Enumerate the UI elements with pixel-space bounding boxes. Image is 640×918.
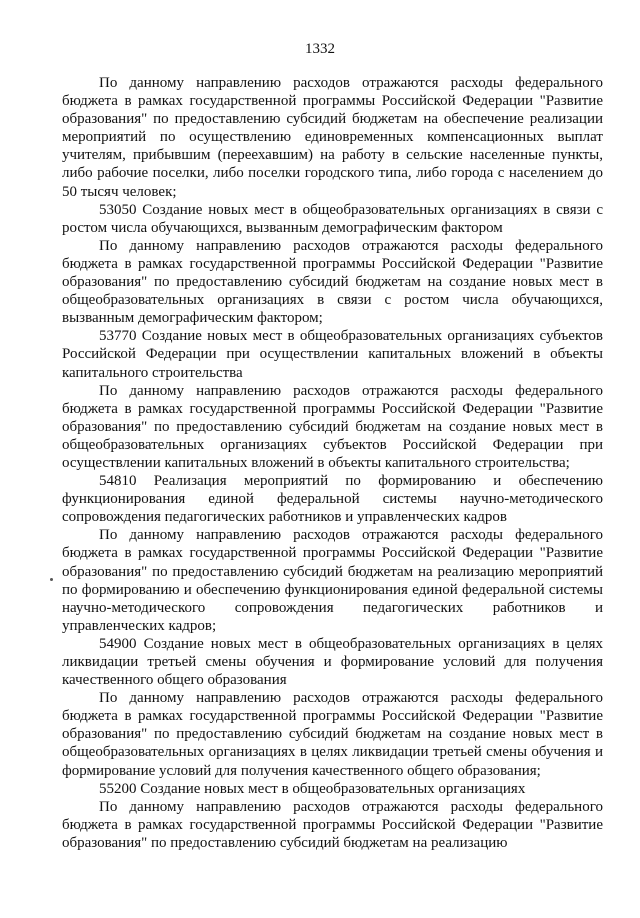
paragraph-expense-description: По данному направлению расходов отражаются расходы федерального бюджета в рамках государственной программы Российской Федерации "Развитие образования" по предоставлению субсидий бюджетам на создание новых мест в общеобразовательных организациях в связи с ростом числа обучающихся, вызванным демографическим фактором; xyxy=(62,237,603,327)
paragraph-code-54810: 54810 Реализация мероприятий по формированию и обеспечению функционирования единой федеральной системы научно-методического сопровождения педагогических работников и управленческих кадров xyxy=(62,473,603,526)
document-body xyxy=(62,74,603,852)
paragraph-expense-description: По данному направлению расходов отражаются расходы федерального бюджета в рамках государственной программы Российской Федерации "Развитие образования" по предоставлению субсидий бюджетам на обеспечение реализации мероприятий по осуществлению единовременных компенсационных выплат учителям, прибывшим (переехавшим) на работу в сельские населенные пункты, либо рабочие поселки, либо поселки городского типа, либо города с населением до 50 тысяч человек; xyxy=(62,75,603,200)
paragraph-code-53770: 53770 Создание новых мест в общеобразовательных организациях субъектов Российской Федерации при осуществлении капитальных вложений в объекты капитального строительства xyxy=(62,328,603,381)
page-number: 1332 xyxy=(305,41,335,57)
paragraph-code-53050: 53050 Создание новых мест в общеобразовательных организациях в связи с ростом числа обучающихся, вызванным демографическим фактором xyxy=(62,201,603,236)
paragraph-code-54900: 54900 Создание новых мест в общеобразовательных организациях в целях ликвидации третьей смены обучения и формирование условий для получения качественного общего образования xyxy=(62,635,603,689)
scan-speck xyxy=(50,578,53,581)
paragraph-expense-description: По данному направлению расходов отражаются расходы федерального бюджета в рамках государственной программы Российской Федерации "Развитие образования" по предоставлению субсидий бюджетам на создание новых мест в общеобразовательных организациях в целях ликвидации третьей смены обучения и формирование условий для получения качественного общего образования; xyxy=(62,690,603,779)
paragraph-expense-description: По данному направлению расходов отражаются расходы федерального бюджета в рамках государственной программы Российской Федерации "Развитие образования" по предоставлению субсидий бюджетам на реализацию xyxy=(62,798,603,851)
paragraph-expense-description: По данному направлению расходов отражаются расходы федерального бюджета в рамках государственной программы Российской Федерации "Развитие образования" по предоставлению субсидий бюджетам на создание новых мест в общеобразовательных организациях субъектов Российской Федерации при осуществлении капитальных вложений в объекты капитального строительства; xyxy=(62,382,603,471)
paragraph-code-55200: 55200 Создание новых мест в общеобразовательных организациях xyxy=(99,780,526,797)
paragraph-expense-description: По данному направлению расходов отражаются расходы федерального бюджета в рамках государственной программы Российской Федерации "Развитие образования" по предоставлению субсидий бюджетам на реализацию мероприятий по формированию и обеспечению функционирования единой федеральной системы научно-методического сопровождения педагогических работников и управленческих кадров; xyxy=(62,527,603,634)
